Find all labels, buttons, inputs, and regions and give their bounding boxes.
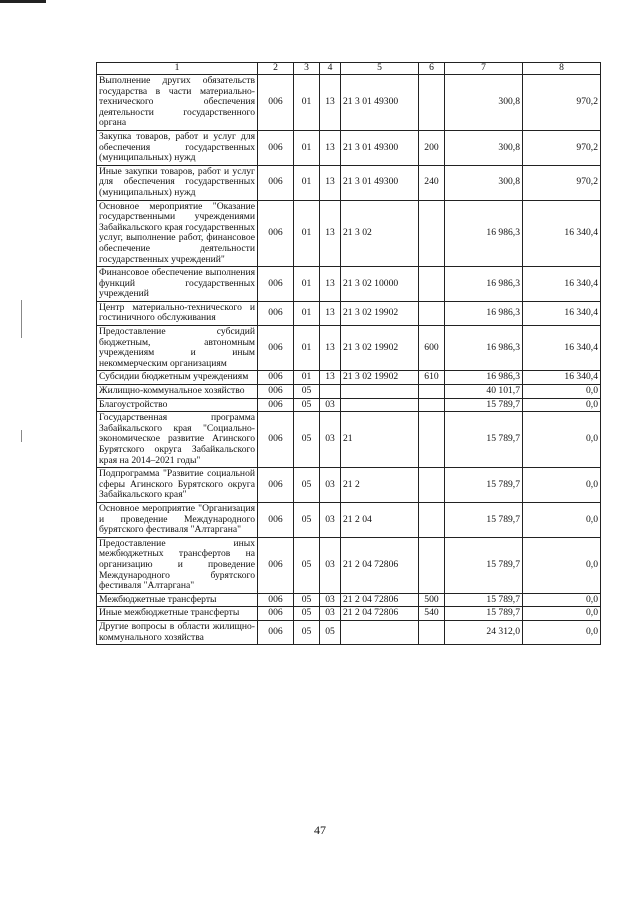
target-article-code [341, 620, 419, 644]
admin-code: 006 [258, 371, 294, 385]
admin-code: 006 [258, 75, 294, 131]
expense-type-code [419, 75, 445, 131]
scan-artifact-line [21, 430, 22, 442]
column-header: 1 [97, 63, 258, 75]
row-name: Предоставление иных межбюджетных трансфертов на организацию и проведение Международного бурятского фестиваля "Алтаргана" [97, 537, 258, 593]
row-name: Иные межбюджетные трансферты [97, 607, 258, 621]
table-row [97, 200, 601, 267]
target-article-code: 21 2 04 72806 [341, 593, 419, 607]
expense-type-code: 500 [419, 593, 445, 607]
amount-year-1: 40 101,7 [445, 385, 523, 399]
section-code: 01 [294, 165, 320, 200]
subsection-code: 03 [320, 607, 341, 621]
table-row [97, 385, 601, 399]
expense-type-code [419, 200, 445, 267]
amount-year-2: 0,0 [523, 537, 601, 593]
expense-type-code: 600 [419, 326, 445, 371]
admin-code: 006 [258, 398, 294, 412]
amount-year-1: 15 789,7 [445, 468, 523, 503]
table-row [97, 468, 601, 503]
expense-type-code [419, 385, 445, 399]
table-row [97, 301, 601, 325]
expense-type-code: 610 [419, 371, 445, 385]
page-number: 47 [314, 823, 326, 837]
target-article-code: 21 3 01 49300 [341, 75, 419, 131]
subsection-code: 13 [320, 130, 341, 165]
subsection-code: 03 [320, 537, 341, 593]
table-header-row [97, 63, 601, 75]
subsection-code: 13 [320, 301, 341, 325]
subsection-code: 13 [320, 75, 341, 131]
column-header: 7 [445, 63, 523, 75]
subsection-code: 13 [320, 326, 341, 371]
table-row [97, 326, 601, 371]
subsection-code: 13 [320, 267, 341, 302]
expense-type-code [419, 398, 445, 412]
column-header: 8 [523, 63, 601, 75]
row-name: Субсидии бюджетным учреждениям [97, 371, 258, 385]
target-article-code: 21 3 01 49300 [341, 165, 419, 200]
target-article-code: 21 3 02 19902 [341, 371, 419, 385]
table-row [97, 130, 601, 165]
row-name: Закупка товаров, работ и услуг для обеспечения государственных (муниципальных) нужд [97, 130, 258, 165]
table-row [97, 607, 601, 621]
target-article-code: 21 3 02 [341, 200, 419, 267]
amount-year-1: 16 986,3 [445, 326, 523, 371]
table-row [97, 593, 601, 607]
table-row [97, 267, 601, 302]
subsection-code: 13 [320, 165, 341, 200]
section-code: 05 [294, 502, 320, 537]
expense-type-code [419, 412, 445, 468]
amount-year-2: 16 340,4 [523, 267, 601, 302]
admin-code: 006 [258, 200, 294, 267]
table-row [97, 502, 601, 537]
amount-year-1: 16 986,3 [445, 371, 523, 385]
table-row [97, 537, 601, 593]
target-article-code: 21 2 04 72806 [341, 537, 419, 593]
column-header: 2 [258, 63, 294, 75]
scan-corner-mark [0, 0, 46, 3]
amount-year-1: 15 789,7 [445, 607, 523, 621]
row-name: Жилищно-коммунальное хозяйство [97, 385, 258, 399]
admin-code: 006 [258, 502, 294, 537]
amount-year-1: 16 986,3 [445, 200, 523, 267]
target-article-code: 21 3 02 19902 [341, 326, 419, 371]
amount-year-1: 24 312,0 [445, 620, 523, 644]
amount-year-2: 16 340,4 [523, 301, 601, 325]
amount-year-1: 16 986,3 [445, 301, 523, 325]
column-header: 3 [294, 63, 320, 75]
row-name: Иные закупки товаров, работ и услуг для обеспечения государственных (муниципальных) нужд [97, 165, 258, 200]
table-row [97, 75, 601, 131]
expense-type-code [419, 267, 445, 302]
expense-type-code [419, 620, 445, 644]
table-row [97, 371, 601, 385]
amount-year-1: 15 789,7 [445, 593, 523, 607]
target-article-code: 21 [341, 412, 419, 468]
subsection-code: 03 [320, 593, 341, 607]
target-article-code: 21 3 02 19902 [341, 301, 419, 325]
admin-code: 006 [258, 620, 294, 644]
row-name: Центр материально-технического и гостиничного обслуживания [97, 301, 258, 325]
expense-type-code [419, 468, 445, 503]
admin-code: 006 [258, 468, 294, 503]
amount-year-1: 300,8 [445, 75, 523, 131]
target-article-code [341, 398, 419, 412]
table-row [97, 620, 601, 644]
amount-year-2: 970,2 [523, 75, 601, 131]
expense-type-code [419, 537, 445, 593]
table-row [97, 412, 601, 468]
section-code: 05 [294, 468, 320, 503]
row-name: Основное мероприятие "Организация и проведение Международного бурятского фестиваля "Алтаргана" [97, 502, 258, 537]
scan-artifact-line [21, 300, 22, 338]
section-code: 05 [294, 412, 320, 468]
amount-year-1: 300,8 [445, 130, 523, 165]
section-code: 01 [294, 200, 320, 267]
amount-year-2: 16 340,4 [523, 326, 601, 371]
amount-year-1: 15 789,7 [445, 398, 523, 412]
target-article-code: 21 2 04 [341, 502, 419, 537]
column-header: 5 [341, 63, 419, 75]
amount-year-2: 0,0 [523, 412, 601, 468]
admin-code: 006 [258, 593, 294, 607]
row-name: Основное мероприятие "Оказание государственными учреждениями Забайкальского края государственных услуг, выполнение работ, финансовое обеспечение деятельности государственных учреждений" [97, 200, 258, 267]
table-row [97, 398, 601, 412]
amount-year-2: 0,0 [523, 398, 601, 412]
amount-year-2: 16 340,4 [523, 371, 601, 385]
row-name: Межбюджетные трансферты [97, 593, 258, 607]
target-article-code [341, 385, 419, 399]
row-name: Финансовое обеспечение выполнения функций государственных учреждений [97, 267, 258, 302]
section-code: 05 [294, 593, 320, 607]
section-code: 01 [294, 75, 320, 131]
amount-year-1: 15 789,7 [445, 502, 523, 537]
subsection-code: 03 [320, 468, 341, 503]
subsection-code: 03 [320, 398, 341, 412]
amount-year-1: 15 789,7 [445, 412, 523, 468]
section-code: 05 [294, 398, 320, 412]
admin-code: 006 [258, 301, 294, 325]
subsection-code [320, 385, 341, 399]
row-name: Благоустройство [97, 398, 258, 412]
target-article-code: 21 3 01 49300 [341, 130, 419, 165]
amount-year-2: 0,0 [523, 607, 601, 621]
expense-type-code: 200 [419, 130, 445, 165]
target-article-code: 21 3 02 10000 [341, 267, 419, 302]
column-header: 6 [419, 63, 445, 75]
amount-year-2: 0,0 [523, 468, 601, 503]
amount-year-2: 0,0 [523, 620, 601, 644]
section-code: 05 [294, 385, 320, 399]
amount-year-1: 15 789,7 [445, 537, 523, 593]
amount-year-2: 0,0 [523, 502, 601, 537]
amount-year-2: 970,2 [523, 130, 601, 165]
row-name: Выполнение других обязательств государства в части материально-технического обеспечения деятельности государственного органа [97, 75, 258, 131]
row-name: Другие вопросы в области жилищно-коммунального хозяйства [97, 620, 258, 644]
section-code: 05 [294, 607, 320, 621]
subsection-code: 03 [320, 412, 341, 468]
section-code: 05 [294, 537, 320, 593]
admin-code: 006 [258, 130, 294, 165]
admin-code: 006 [258, 537, 294, 593]
table-body [97, 75, 601, 645]
admin-code: 006 [258, 267, 294, 302]
section-code: 01 [294, 326, 320, 371]
admin-code: 006 [258, 607, 294, 621]
section-code: 01 [294, 371, 320, 385]
subsection-code: 05 [320, 620, 341, 644]
target-article-code: 21 2 [341, 468, 419, 503]
row-name: Подпрограмма "Развитие социальной сферы Агинского Бурятского округа Забайкальского края" [97, 468, 258, 503]
section-code: 05 [294, 620, 320, 644]
amount-year-2: 0,0 [523, 385, 601, 399]
section-code: 01 [294, 267, 320, 302]
expense-type-code [419, 502, 445, 537]
amount-year-2: 0,0 [523, 593, 601, 607]
amount-year-1: 16 986,3 [445, 267, 523, 302]
admin-code: 006 [258, 165, 294, 200]
admin-code: 006 [258, 412, 294, 468]
expense-type-code [419, 301, 445, 325]
amount-year-2: 970,2 [523, 165, 601, 200]
section-code: 01 [294, 301, 320, 325]
expense-type-code: 540 [419, 607, 445, 621]
subsection-code: 03 [320, 502, 341, 537]
row-name: Предоставление субсидий бюджетным, автономным учреждениям и иным некоммерческим организациям [97, 326, 258, 371]
row-name: Государственная программа Забайкальского края "Социально-экономическое развитие Агинского Бурятского округа Забайкальского края на 2014–2021 годы" [97, 412, 258, 468]
admin-code: 006 [258, 385, 294, 399]
budget-table [96, 62, 601, 645]
target-article-code: 21 2 04 72806 [341, 607, 419, 621]
admin-code: 006 [258, 326, 294, 371]
section-code: 01 [294, 130, 320, 165]
table-row [97, 165, 601, 200]
subsection-code: 13 [320, 200, 341, 267]
column-header: 4 [320, 63, 341, 75]
amount-year-2: 16 340,4 [523, 200, 601, 267]
subsection-code: 13 [320, 371, 341, 385]
expense-type-code: 240 [419, 165, 445, 200]
amount-year-1: 300,8 [445, 165, 523, 200]
